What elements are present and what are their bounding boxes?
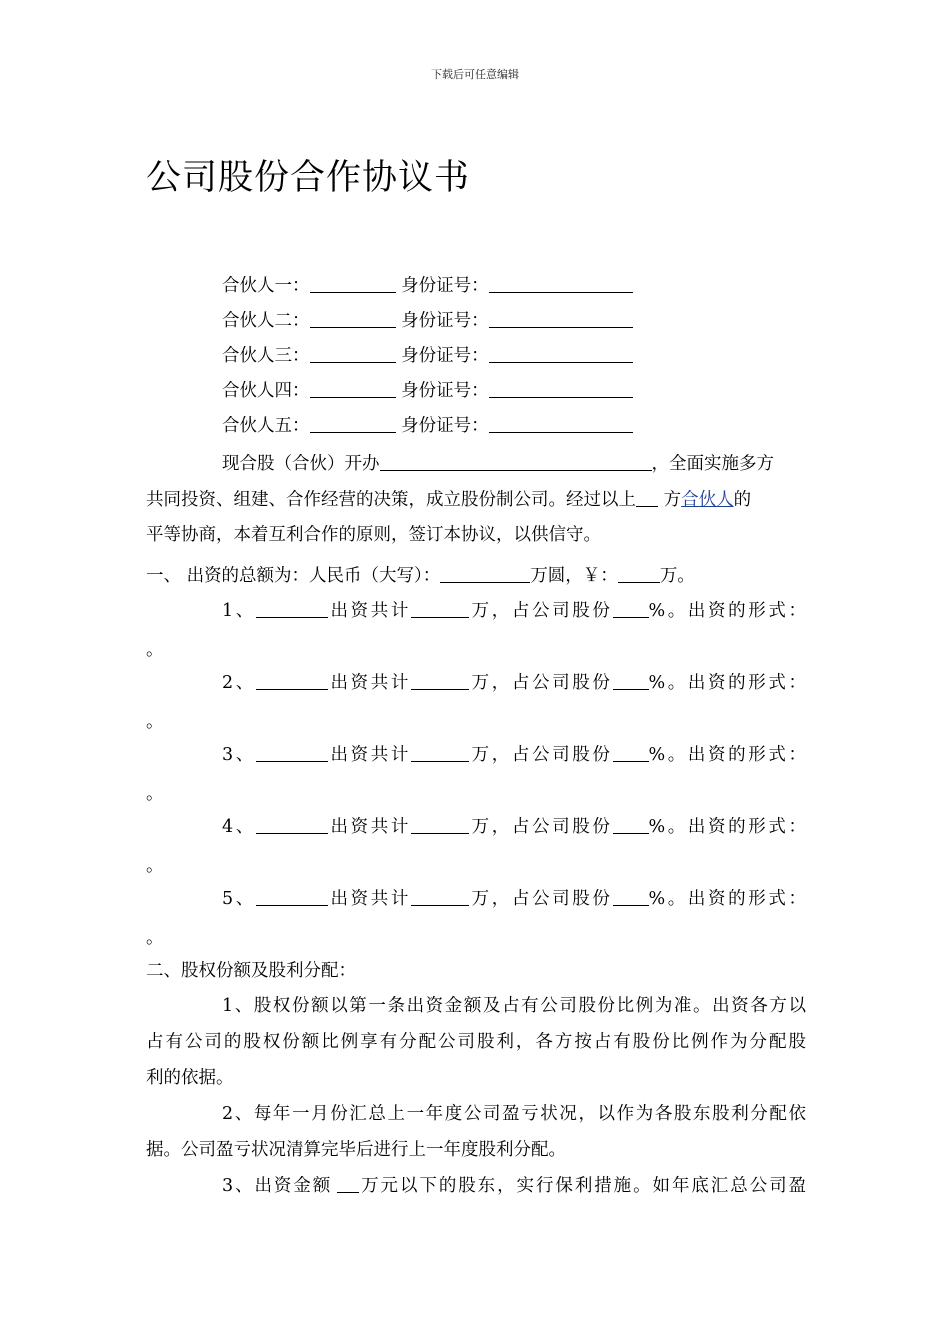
partner-name-blank[interactable] bbox=[310, 276, 396, 293]
id-label: 身份证号： bbox=[401, 416, 489, 436]
intro-text: 共同投资、组建、合作经营的决策，成立股份制公司。经过以上 bbox=[146, 490, 636, 510]
intro-line-2 bbox=[146, 486, 751, 511]
partner-name-blank[interactable] bbox=[310, 346, 396, 363]
item-text: 万，占公司股份 bbox=[469, 889, 613, 909]
item-text: 万，占公司股份 bbox=[469, 817, 613, 837]
section-2-text: 万元以下的股东，实行保利措施。如年底汇总公司盈 bbox=[359, 1176, 807, 1196]
partner-link[interactable]: 合伙人 bbox=[681, 490, 734, 510]
partner-row-1 bbox=[222, 272, 633, 297]
id-label: 身份证号： bbox=[401, 311, 489, 331]
header-note: 下载后可任意编辑 bbox=[431, 68, 519, 81]
partner-label: 合伙人三： bbox=[222, 346, 310, 366]
item-number: 1、 bbox=[222, 601, 256, 621]
section-2-p2-line-2: 据。公司盈亏状况清算完毕后进行上一年度股利分配。 bbox=[146, 1140, 566, 1160]
item-number: 5、 bbox=[222, 889, 256, 909]
percent-blank[interactable] bbox=[613, 673, 649, 690]
amount-blank[interactable] bbox=[411, 601, 469, 618]
percent-blank[interactable] bbox=[613, 601, 649, 618]
partner-name-blank[interactable] bbox=[310, 311, 396, 328]
party-count-blank[interactable] bbox=[636, 490, 658, 507]
item-end-mark: 。 bbox=[146, 856, 164, 876]
id-number-blank[interactable] bbox=[489, 311, 633, 328]
partner-label: 合伙人二： bbox=[222, 311, 310, 331]
partner-row-5 bbox=[222, 412, 633, 437]
item-end-mark: 。 bbox=[146, 640, 164, 660]
item-text: 出资共计 bbox=[327, 673, 412, 693]
id-number-blank[interactable] bbox=[489, 276, 633, 293]
id-number-blank[interactable] bbox=[489, 416, 633, 433]
percent-blank[interactable] bbox=[613, 889, 649, 906]
item-text: 万，占公司股份 bbox=[469, 745, 613, 765]
section-1-heading bbox=[146, 562, 695, 587]
intro-text: 现合股（合伙）开办 bbox=[222, 454, 380, 474]
id-number-blank[interactable] bbox=[489, 381, 633, 398]
amount-blank[interactable] bbox=[411, 673, 469, 690]
id-number-blank[interactable] bbox=[489, 346, 633, 363]
item-text: %。出资的形式： bbox=[648, 601, 807, 621]
id-label: 身份证号： bbox=[401, 381, 489, 401]
amount-number-blank[interactable] bbox=[618, 566, 660, 583]
section-2-text: 3、出资金额 bbox=[222, 1176, 333, 1196]
partner-label: 合伙人五： bbox=[222, 416, 310, 436]
amount-chinese-blank[interactable] bbox=[440, 566, 530, 583]
section-1-text: 一、 出资的总额为：人民币（大写）： bbox=[146, 566, 441, 586]
partner-name-blank[interactable] bbox=[310, 381, 396, 398]
percent-blank[interactable] bbox=[613, 745, 649, 762]
intro-line-3: 平等协商，本着互利合作的原则，签订本协议，以供信守。 bbox=[146, 525, 601, 545]
contribution-item-1 bbox=[222, 597, 806, 622]
percent-blank[interactable] bbox=[613, 817, 649, 834]
item-number: 2、 bbox=[222, 673, 256, 693]
contribution-item-2 bbox=[222, 669, 806, 694]
contribution-item-4 bbox=[222, 813, 806, 838]
item-end-mark: 。 bbox=[146, 712, 164, 732]
section-1-text: 万。 bbox=[659, 566, 695, 586]
section-2-heading: 二、股权份额及股利分配： bbox=[146, 961, 356, 981]
investor-blank[interactable] bbox=[256, 673, 328, 690]
section-2-p1-line-3: 利的依据。 bbox=[146, 1068, 234, 1088]
intro-line-1 bbox=[222, 450, 774, 475]
investor-blank[interactable] bbox=[256, 601, 328, 618]
id-label: 身份证号： bbox=[401, 346, 489, 366]
partner-row-2 bbox=[222, 307, 633, 332]
investor-blank[interactable] bbox=[256, 817, 328, 834]
item-text: 万，占公司股份 bbox=[469, 601, 613, 621]
id-label: 身份证号： bbox=[401, 276, 489, 296]
item-text: 出资共计 bbox=[327, 817, 412, 837]
threshold-amount-blank[interactable] bbox=[337, 1176, 359, 1193]
item-number: 4、 bbox=[222, 817, 256, 837]
intro-text: 的 bbox=[733, 490, 752, 510]
contribution-item-3 bbox=[222, 741, 806, 766]
item-number: 3、 bbox=[222, 745, 256, 765]
investor-blank[interactable] bbox=[256, 745, 328, 762]
partner-name-blank[interactable] bbox=[310, 416, 396, 433]
partner-row-4 bbox=[222, 377, 633, 402]
item-text: %。出资的形式： bbox=[648, 817, 807, 837]
section-2-p1-line-2: 占有公司的股权份额比例享有分配公司股利，各方按占有股份比例作为分配股 bbox=[146, 1032, 806, 1052]
item-end-mark: 。 bbox=[146, 928, 164, 948]
section-1-text: 万圆，￥： bbox=[530, 566, 618, 586]
item-text: %。出资的形式： bbox=[648, 745, 807, 765]
section-2-p2-line-1: 2、每年一月份汇总上一年度公司盈亏状况，以作为各股东股利分配依 bbox=[222, 1104, 806, 1124]
company-name-blank[interactable] bbox=[380, 454, 652, 471]
partner-label: 合伙人四： bbox=[222, 381, 310, 401]
partner-label: 合伙人一： bbox=[222, 276, 310, 296]
intro-text: ，全面实施多方 bbox=[651, 454, 774, 474]
amount-blank[interactable] bbox=[411, 889, 469, 906]
item-text: 出资共计 bbox=[327, 745, 412, 765]
item-text: 出资共计 bbox=[327, 889, 412, 909]
partner-row-3 bbox=[222, 342, 633, 367]
item-text: 万，占公司股份 bbox=[469, 673, 613, 693]
section-2-p3-line-1 bbox=[222, 1172, 806, 1197]
section-2-p1-line-1: 1、股权份额以第一条出资金额及占有公司股份比例为准。出资各方以 bbox=[222, 996, 806, 1016]
item-end-mark: 。 bbox=[146, 784, 164, 804]
intro-text: 方 bbox=[663, 490, 682, 510]
investor-blank[interactable] bbox=[256, 889, 328, 906]
document-title: 公司股份合作协议书 bbox=[146, 158, 471, 198]
item-text: 出资共计 bbox=[327, 601, 412, 621]
item-text: %。出资的形式： bbox=[648, 889, 807, 909]
item-text: %。出资的形式： bbox=[648, 673, 807, 693]
amount-blank[interactable] bbox=[411, 817, 469, 834]
amount-blank[interactable] bbox=[411, 745, 469, 762]
contribution-item-5 bbox=[222, 885, 806, 910]
